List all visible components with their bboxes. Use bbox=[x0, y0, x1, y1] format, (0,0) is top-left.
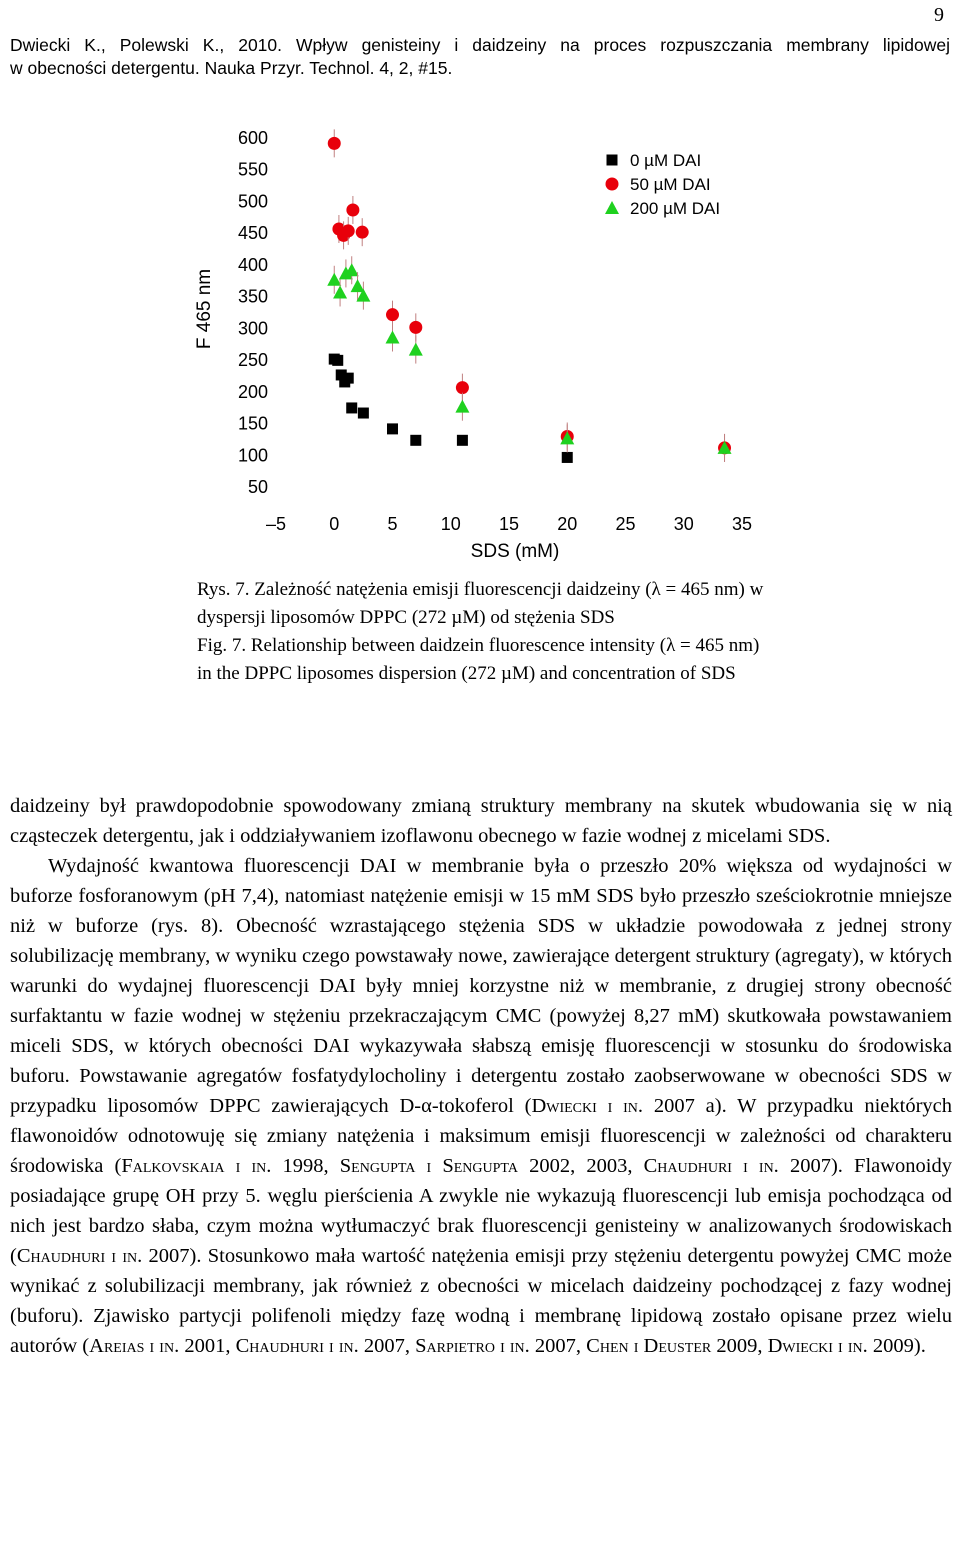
x-tick-label: 0 bbox=[329, 514, 340, 534]
author-reference: Sengupta i Sengupta bbox=[339, 1155, 518, 1177]
data-point-square bbox=[346, 402, 357, 413]
x-tick-label: 15 bbox=[498, 514, 520, 534]
x-tick-label: 35 bbox=[731, 514, 753, 534]
y-tick-label: 600 bbox=[237, 128, 268, 148]
data-point-square bbox=[387, 423, 398, 434]
paragraph-text: Wydajność kwantowa fluorescencji DAI w membranie była o przeszło 20% większa od wydajności w buforze fosforanowym (pH 7,4), natomiast natężenie emisji w 15 mM SDS było przeszło sześciokrotnie mniejsze niż w buforze (rys. 8). Obecność wzrastającego stężenia SDS w układzie powodowała z jednej strony solubilizację membrany, w wyniku czego powstawały nowe, zawierające detergent struktury (agregaty), w których warunki do wydajnej fluorescencji DAI były mniej korzystne niż w membranie, z drugiej strony obecność surfaktantu w fazie wodnej w stężeniu przekraczającym CMC (powyżej 8,27 mM) skutkowała powstawaniem miceli SDS, w których obecności DAI wykazywała słabszą emisję fluorescencji w stosunku do środowiska buforu. Powstawanie agregatów fosfatydylocholiny i detergentu zostało zaobserwowane w obecności SDS w przypadku liposomów DPPC zawierających D-α-tokoferol ( bbox=[10, 855, 952, 1117]
legend-marker-triangle bbox=[605, 201, 619, 214]
page-number: 9 bbox=[934, 4, 944, 26]
data-point-triangle bbox=[409, 343, 423, 356]
x-tick-label: 5 bbox=[387, 514, 398, 534]
y-axis-label: F 465 nm bbox=[194, 268, 215, 350]
x-tick-label: 10 bbox=[440, 514, 461, 534]
legend-label: 50 µM DAI bbox=[630, 175, 711, 194]
body-text bbox=[10, 791, 952, 1361]
paragraph-text: 1998, bbox=[271, 1155, 340, 1177]
citation-line-1: Dwiecki K., Polewski K., 2010. Wpływ genisteiny i daidzeiny na proces rozpuszczania membrany lipidowej bbox=[10, 35, 950, 55]
y-axis-ticks bbox=[238, 128, 268, 497]
y-tick-label: 150 bbox=[237, 413, 268, 434]
chart-legend bbox=[605, 151, 720, 218]
fluorescence-scatter-chart bbox=[0, 0, 960, 570]
paragraph-text: 2001, bbox=[179, 1335, 236, 1357]
data-point-triangle bbox=[333, 285, 347, 298]
data-point-triangle bbox=[386, 331, 400, 344]
y-tick-label: 500 bbox=[237, 191, 268, 212]
caption-english: Fig. 7. Relationship between daidzein fluorescence intensity (λ = 465 nm) in the DPPC liposomes dispersion (272 µM) and concentration of SDS bbox=[197, 635, 760, 684]
data-point-triangle bbox=[351, 279, 365, 292]
data-point-square bbox=[457, 435, 468, 446]
y-tick-label: 400 bbox=[237, 254, 268, 275]
y-tick-label: 550 bbox=[237, 159, 268, 180]
paragraph-text: 2002, 2003, bbox=[517, 1155, 644, 1177]
data-point-square bbox=[562, 452, 573, 463]
paragraph-1: daidzeiny był prawdopodobnie spowodowany zmianą struktury membrany na skutek wbudowania się w nią cząsteczek detergentu, jak i oddziaływaniem izoflawonu obecnego w fazie wodnej z micelami SDS. bbox=[10, 795, 952, 847]
data-point-circle bbox=[328, 137, 341, 150]
data-point-square bbox=[358, 408, 369, 419]
author-reference: Sarpietro i in. bbox=[415, 1335, 530, 1357]
paragraph-text: 2007, bbox=[529, 1335, 587, 1357]
legend-label: 200 µM DAI bbox=[630, 199, 721, 218]
legend-marker-circle bbox=[606, 178, 619, 191]
author-reference: Areias i in. bbox=[89, 1335, 180, 1357]
author-reference: Chaudhuri i in. bbox=[643, 1155, 779, 1177]
y-tick-label: 50 bbox=[247, 477, 268, 497]
x-tick-label: 25 bbox=[615, 514, 636, 534]
x-tick-label: 20 bbox=[557, 514, 578, 534]
x-tick-label: –5 bbox=[265, 514, 287, 534]
data-point-circle bbox=[409, 321, 422, 334]
author-reference: Chaudhuri i in. bbox=[235, 1335, 359, 1357]
paragraph-text: 2007). Flawonoidy posiadające grupę OH przy 5. węglu pierścienia A zwykle nie wykazują fluorescencji lub emisja pochodząca od nich jest bardzo słaba, czym można wytłumaczyć brak fluorescencji genisteiny w analizowanych środowiskach ( bbox=[10, 1155, 952, 1267]
legend-marker-square bbox=[607, 155, 618, 166]
y-tick-label: 250 bbox=[237, 350, 268, 371]
data-point-circle bbox=[346, 203, 359, 216]
caption-polish: Rys. 7. Zależność natężenia emisji fluorescencji daidzeiny (λ = 465 nm) w dyspersji liposomów DPPC (272 µM) od stężenia SDS bbox=[197, 579, 764, 628]
y-tick-label: 450 bbox=[237, 223, 268, 244]
citation-line-2: w obecności detergentu. Nauka Przyr. Technol. 4, 2, #15. bbox=[10, 58, 453, 78]
paragraph-text: 2007). Stosunkowo mała wartość natężenia emisji przy stężeniu detergentu powyżej CMC może wynikać z solubilizacji membrany, jak również z obecności w micelach daidzeiny pochodzącej z fazy wodnej (buforu). Zjawisko partycji polifenoli między fazę wodną i membranę lipidową zostało opisane przez wielu autorów ( bbox=[10, 1245, 952, 1357]
author-reference: Chen i Deuster bbox=[586, 1335, 712, 1357]
paragraph-2 bbox=[10, 851, 952, 1361]
data-point-circle bbox=[456, 381, 469, 394]
data-point-square bbox=[343, 373, 354, 384]
data-point-square bbox=[332, 355, 343, 366]
paragraph-text: 2009). bbox=[867, 1335, 926, 1357]
data-point-circle bbox=[386, 308, 399, 321]
paragraph-text: 2007, bbox=[358, 1335, 416, 1357]
paragraph-text: 2007 a). W przypadku niektórych flawonoidów odnotowuję się zmiany natężenia i maksimum emisji fluorescencji w zależności od charakteru środowiska ( bbox=[10, 1095, 952, 1177]
y-tick-label: 300 bbox=[237, 318, 268, 339]
data-point-circle bbox=[342, 224, 355, 237]
author-reference: Dwiecki i in. bbox=[531, 1095, 644, 1117]
y-tick-label: 350 bbox=[237, 286, 268, 307]
author-reference: Chaudhuri i in. bbox=[16, 1245, 143, 1267]
data-point-triangle bbox=[455, 400, 469, 413]
x-axis-ticks bbox=[266, 514, 752, 534]
data-point-circle bbox=[356, 226, 369, 239]
y-tick-label: 100 bbox=[237, 445, 268, 466]
legend-label: 0 µM DAI bbox=[630, 151, 702, 170]
data-point-square bbox=[410, 435, 421, 446]
x-tick-label: 30 bbox=[673, 514, 694, 534]
paragraph-text: 2009, bbox=[711, 1335, 768, 1357]
author-reference: Falkovskaia i in. bbox=[121, 1155, 272, 1177]
figure-caption bbox=[197, 576, 777, 688]
y-tick-label: 200 bbox=[237, 381, 268, 402]
x-axis-label: SDS (mM) bbox=[470, 541, 560, 562]
author-reference: Dwiecki i in. bbox=[767, 1335, 868, 1357]
